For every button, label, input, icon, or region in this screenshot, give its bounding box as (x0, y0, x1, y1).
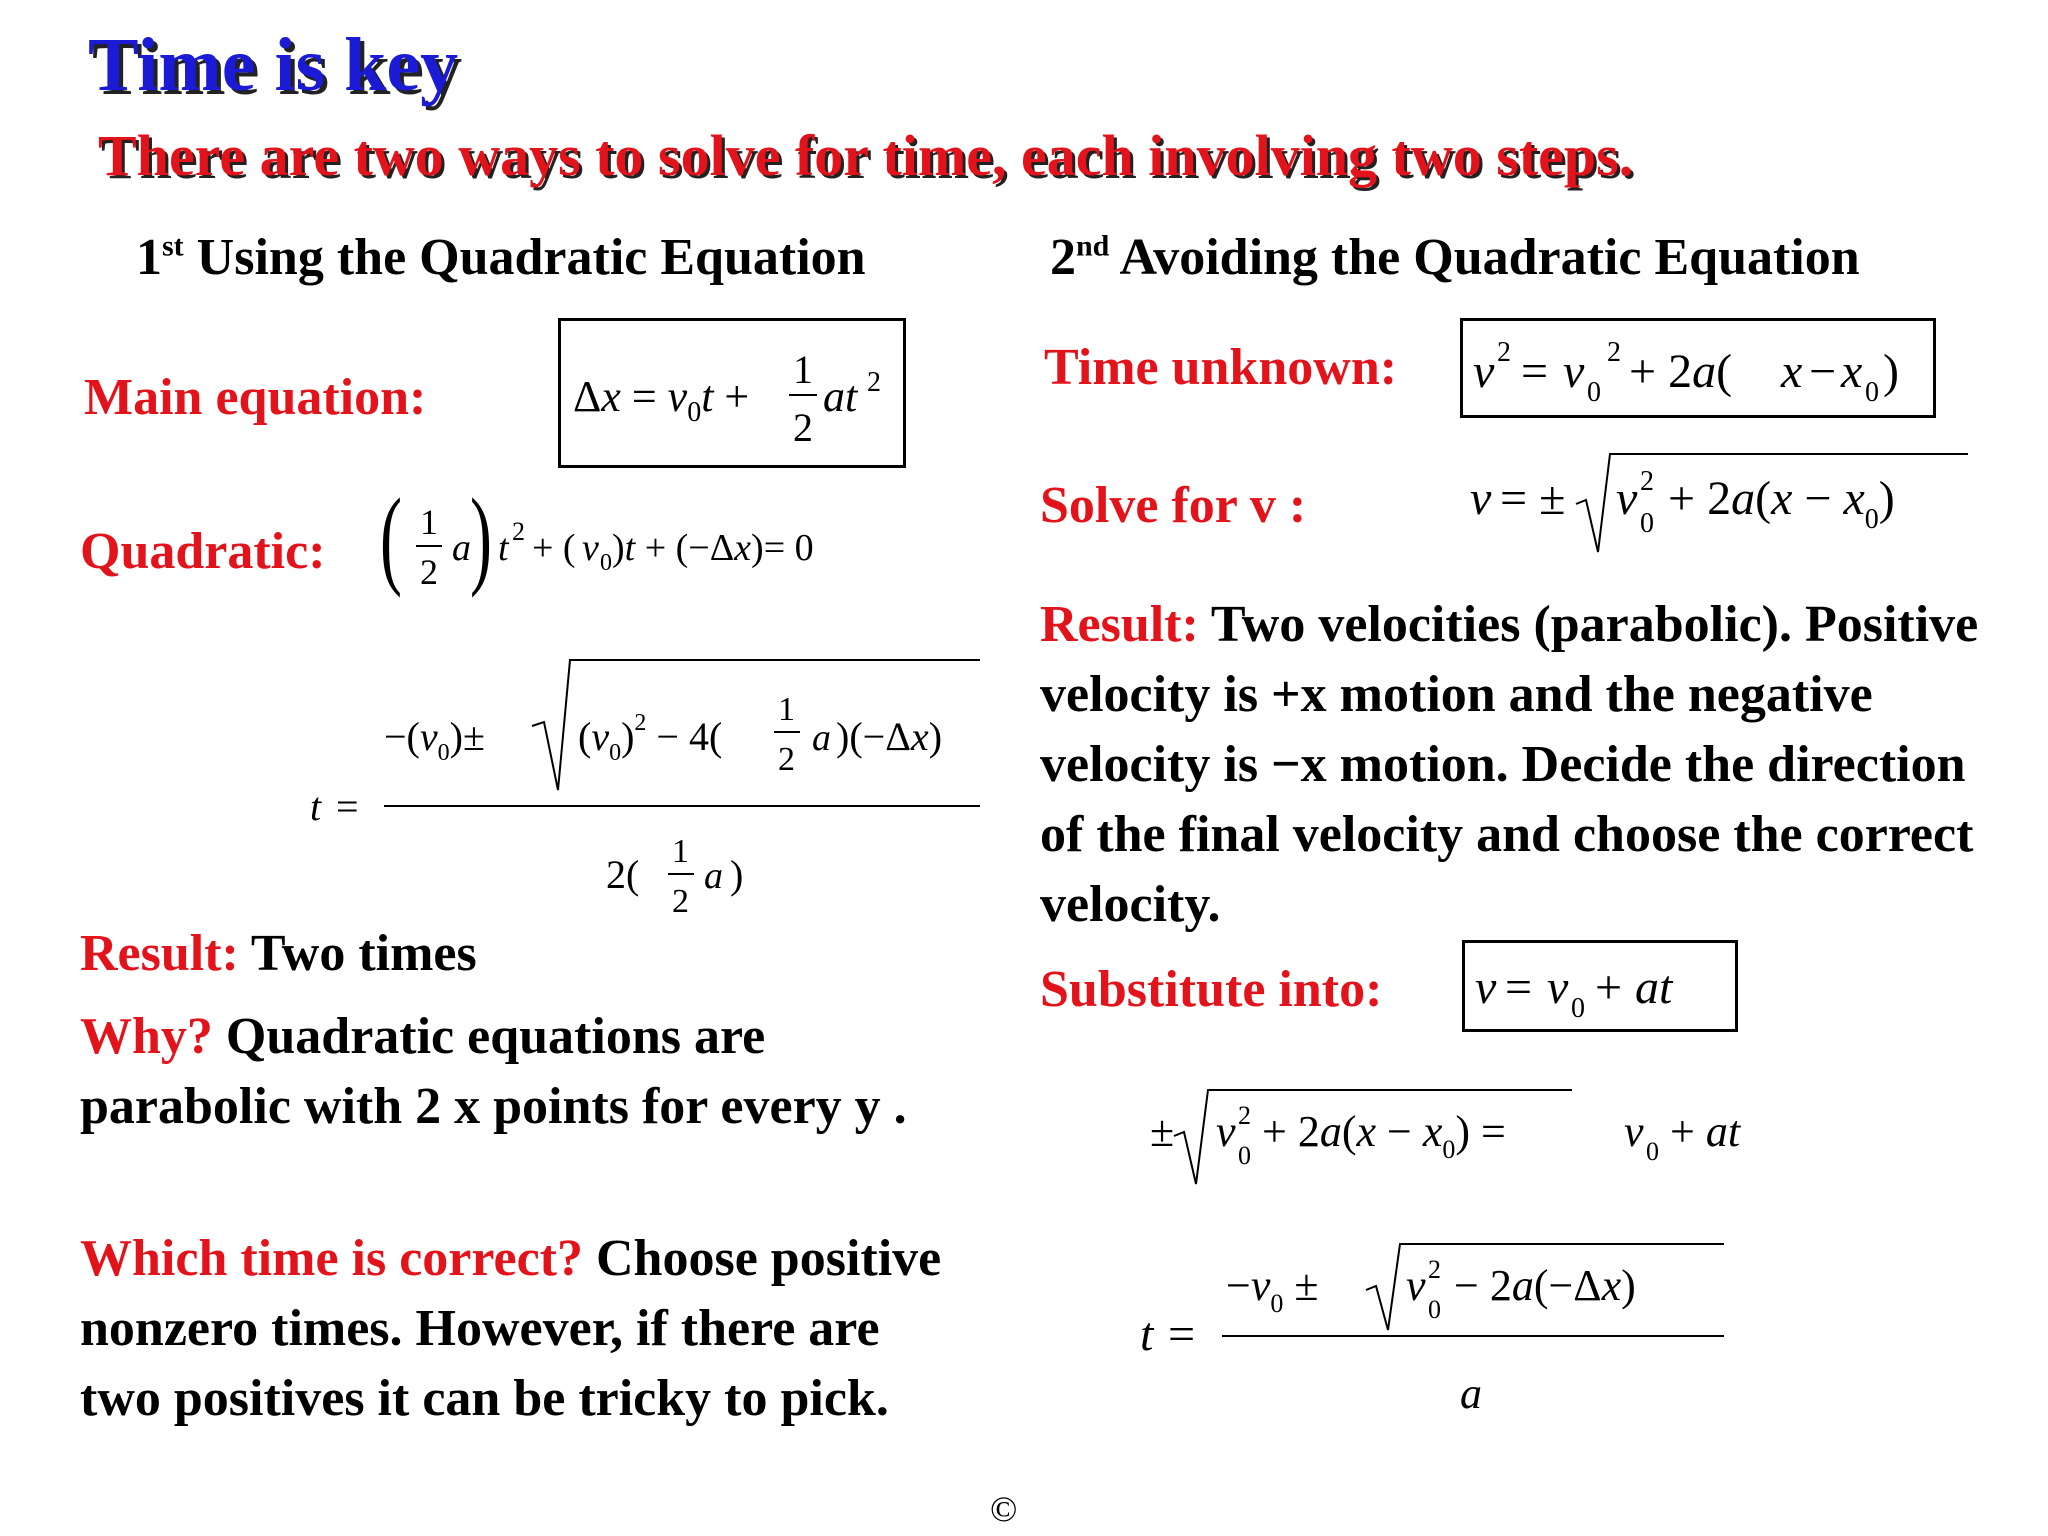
svg-text:v: v (582, 527, 599, 569)
svg-text:v: v (1616, 472, 1638, 525)
which-paragraph (80, 1224, 960, 1434)
combined-equation (1140, 1080, 1800, 1190)
svg-text:2: 2 (512, 517, 525, 546)
svg-text:v: v (1473, 345, 1495, 398)
svg-text:=: = (1521, 345, 1549, 398)
svg-text:x: x (1781, 345, 1803, 398)
svg-text:=: = (1168, 1308, 1196, 1361)
svg-text:2(: 2( (606, 852, 640, 897)
svg-text:2: 2 (1607, 337, 1621, 368)
svg-text:2: 2 (1428, 1255, 1441, 1284)
svg-text:t: t (498, 527, 509, 569)
left-result (80, 924, 477, 983)
svg-text:v: v (1563, 345, 1585, 398)
right-result-paragraph (1040, 590, 1980, 940)
svg-text:v: v (1216, 1107, 1236, 1156)
time-final-formula (1130, 1230, 1750, 1430)
svg-text:0: 0 (1571, 993, 1585, 1024)
svg-text:0: 0 (1587, 377, 1601, 408)
velocity-time-formula (1465, 943, 1735, 1029)
svg-text:1: 1 (672, 833, 689, 870)
svg-text:a: a (452, 527, 471, 569)
main-equation-label: Main equation: (84, 369, 427, 426)
svg-text:1: 1 (420, 502, 438, 542)
page-title: Time is key (88, 23, 459, 107)
svg-text:): ) (470, 484, 492, 599)
svg-text:+ 2a(x − x0): + $2a(x - x_0)$ (1668, 472, 1895, 535)
svg-text:2: 2 (420, 552, 438, 592)
svg-text:v: v (1547, 961, 1569, 1014)
svg-text:2: 2 (793, 405, 813, 450)
svg-text:0: 0 (1646, 1137, 1659, 1166)
svg-text:+ 2a(x − x0) =: + $2a(x - x_0)$ = (1262, 1107, 1506, 1164)
why-paragraph (80, 1002, 960, 1142)
main-equation-formula (561, 321, 903, 465)
svg-text:at: at (1635, 961, 1673, 1014)
time-unknown-box (1460, 318, 1936, 418)
svg-text:x: x (1841, 345, 1863, 398)
which-label: Which time is correct? (80, 1230, 583, 1287)
copyright-symbol: © (990, 1489, 1018, 1529)
substitute-label: Substitute into: (1040, 961, 1383, 1018)
svg-text:1: 1 (778, 691, 795, 728)
svg-text:=: = (336, 784, 359, 829)
svg-text:0: 0 (1640, 508, 1654, 539)
left-result-label: Result: (80, 925, 239, 982)
svg-text:+ 2a(: + 2a( (1629, 345, 1733, 398)
solve-v-formula (1460, 440, 1980, 560)
substitute-box (1462, 940, 1738, 1032)
page-subtitle: There are two ways to solve for time, each involving two steps. (98, 123, 1634, 188)
svg-text:(v0)2 − 4(: $(v_0)^2 - 4$( (578, 710, 723, 766)
svg-text:− 2a(−Δx): − 2a(−Δx) (1454, 1261, 1636, 1310)
svg-text:0: 0 (600, 550, 612, 576)
svg-text:−v0 ±: $-v_0$ ± (1226, 1261, 1319, 1318)
svg-text:=: = (1505, 961, 1533, 1014)
svg-text:−(v0)±: $-(v_0)\pm$ (384, 714, 485, 766)
svg-text:(: ( (380, 484, 402, 599)
svg-text:= ±: = ± (1500, 472, 1566, 525)
quadratic-label: Quadratic: (80, 523, 326, 580)
svg-text:2: 2 (1640, 466, 1654, 497)
svg-text:)t + (−Δx)= 0: )t + (−Δx)= 0 (612, 527, 814, 569)
svg-text:2: 2 (778, 741, 795, 778)
why-label: Why? (80, 1008, 213, 1065)
svg-text:2: 2 (1497, 337, 1511, 368)
svg-text:a: a (704, 855, 723, 897)
svg-text:2: 2 (672, 883, 689, 920)
svg-text:2: 2 (867, 367, 881, 398)
svg-text:)(−Δx): )(−Δx) (836, 714, 943, 759)
right-result-label: Result: (1040, 596, 1199, 653)
time-unknown-label: Time unknown: (1044, 339, 1398, 396)
which-text: Choose positive nonzero times. However, if there are two positives it can be tricky to pick. (80, 1230, 942, 1427)
svg-text:0: 0 (1428, 1295, 1441, 1324)
svg-text:Δx = v0t +: $\Delta x = v_0t$ + (573, 372, 750, 428)
velocity-squared-formula (1463, 321, 1933, 415)
svg-text:+ (: + ( (532, 527, 576, 569)
svg-text:+ at: + at (1670, 1107, 1741, 1156)
svg-text:−: − (1809, 345, 1837, 398)
svg-text:v: v (1624, 1107, 1644, 1156)
time-quadratic-formula (300, 650, 1000, 950)
right-heading: 2nd Avoiding the Quadratic Equation (1050, 229, 1860, 286)
solve-for-v-label: Solve for v : (1040, 477, 1307, 534)
right-result-text: Two velocities (parabolic). Positive velocity is +x motion and the negative velocity is −x motion. Decide the direction of the final velocity and choose the correct velocity. (1040, 596, 1979, 933)
svg-text:a: a (812, 717, 831, 759)
svg-text:v: v (1475, 961, 1497, 1014)
svg-text:0: 0 (1238, 1141, 1251, 1170)
svg-text:+: + (1595, 961, 1623, 1014)
svg-text:a: a (1460, 1369, 1482, 1418)
svg-text:v: v (1470, 472, 1492, 525)
svg-text:v: v (1406, 1261, 1426, 1310)
svg-text:±: ± (1150, 1107, 1175, 1156)
quadratic-formula (380, 484, 920, 624)
svg-text:0: 0 (1865, 377, 1879, 408)
svg-text:1: 1 (793, 347, 813, 392)
svg-text:): ) (730, 852, 744, 897)
svg-text:): ) (1883, 345, 1899, 398)
svg-text:t: t (1140, 1308, 1154, 1361)
why-text: Quadratic equations are parabolic with 2 x points for every y . (80, 1008, 907, 1135)
svg-text:t: t (310, 784, 322, 829)
left-heading: 1st Using the Quadratic Equation (136, 229, 866, 286)
main-equation-box (558, 318, 906, 468)
svg-text:2: 2 (1238, 1101, 1251, 1130)
left-result-text: Two times (238, 925, 477, 982)
svg-text:at: at (823, 372, 858, 421)
